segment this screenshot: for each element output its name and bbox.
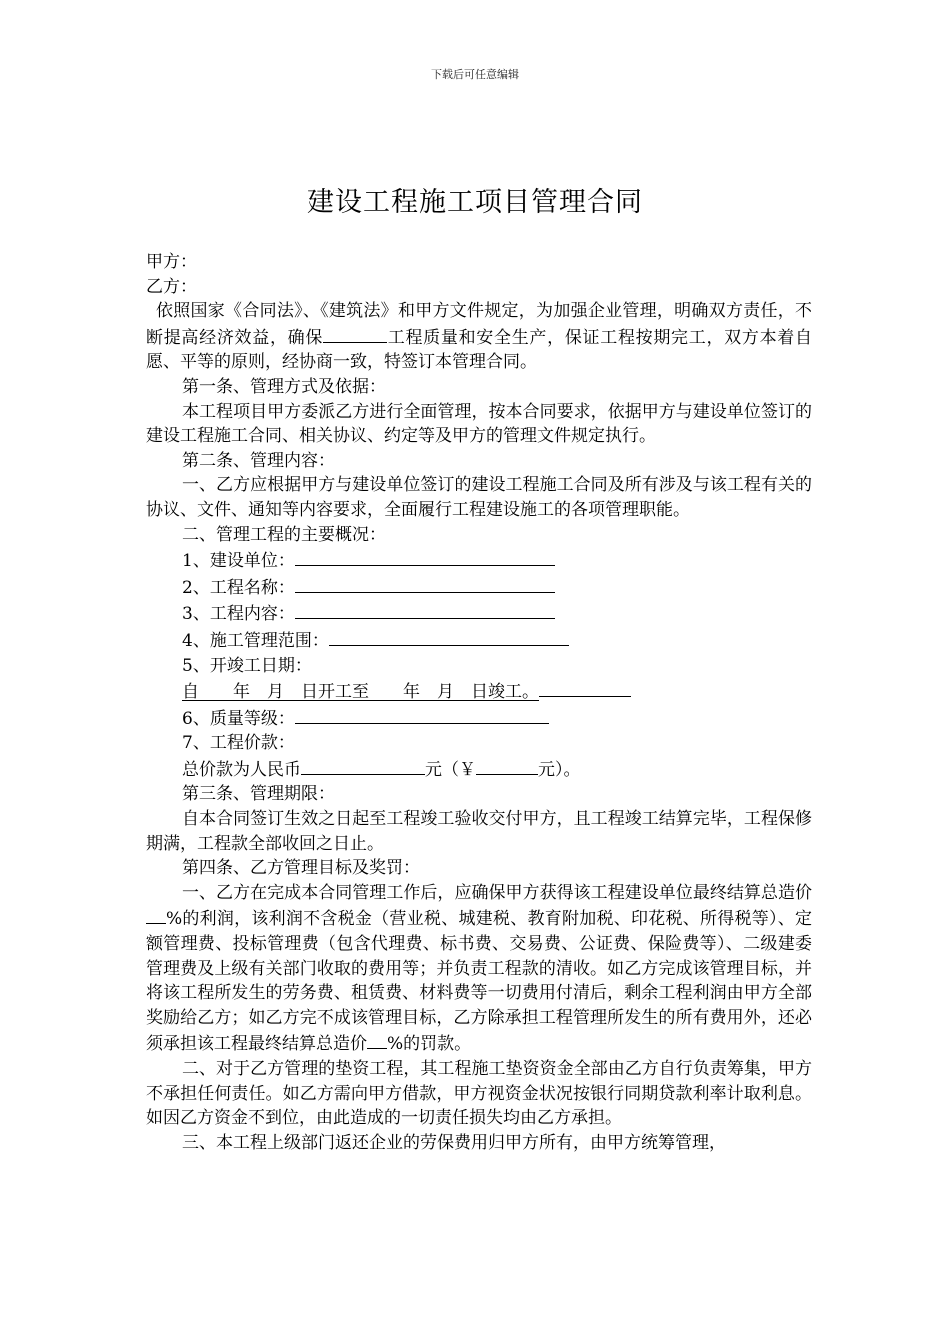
price-line bbox=[146, 756, 812, 783]
price-rmb-blank bbox=[301, 756, 425, 775]
field-construction-unit bbox=[146, 547, 812, 574]
price-text-b: 元（￥ bbox=[425, 759, 476, 780]
contract-body bbox=[146, 250, 812, 1155]
dates-line bbox=[146, 678, 812, 705]
field-label: 3、工程内容： bbox=[182, 604, 295, 625]
price-yen-blank bbox=[476, 756, 538, 775]
article3-text: 自本合同签订生效之日起至工程竣工验收交付甲方，且工程竣工结算完毕，工程保修期满，工程款全部收回之日止。 bbox=[146, 809, 812, 854]
field-blank bbox=[295, 600, 555, 619]
article4-item1-text-b: %的利润，该利润不含税金（营业税、城建税、教育附加税、印花税、所得税等）、定额管理费、投标管理费（包含代理费、标书费、交易费、公证费、保险费等）、二级建委管理费及上级有关部门收取的费用等；并负责工程款的清收。如乙方完成该管理目标，并将该工程所发生的劳务费、租赁费、材料费等一切费用付清后，剩余工程利润由甲方全部奖励给乙方；如乙方完不成该管理目标，乙方除承担工程管理所发生的所有费用外，还必须承担该工程最终结算总造价 bbox=[146, 909, 812, 1055]
article1-heading: 第一条、管理方式及依据： bbox=[182, 376, 386, 397]
field-label: 2、工程名称： bbox=[182, 577, 295, 598]
page-header-note: 下载后可任意编辑 bbox=[431, 68, 519, 81]
article3-heading: 第三条、管理期限： bbox=[182, 784, 335, 805]
article2-heading: 第二条、管理内容： bbox=[182, 450, 335, 471]
field-blank bbox=[329, 627, 569, 646]
field-label: 4、施工管理范围： bbox=[182, 630, 329, 651]
price-text-a: 总价款为人民币 bbox=[182, 759, 301, 780]
field-management-scope bbox=[146, 627, 812, 654]
article4-item1-text-a: 一、乙方在完成本合同管理工作后，应确保甲方获得该工程建设单位最终结算总造价 bbox=[182, 882, 812, 903]
field-blank bbox=[295, 705, 549, 724]
percent-blank bbox=[146, 905, 166, 924]
article4-item3: 三、本工程上级部门返还企业的劳保费用归甲方所有，由甲方统筹管理， bbox=[182, 1132, 726, 1153]
field-project-price: 7、工程价款： bbox=[182, 733, 295, 754]
field-blank bbox=[295, 547, 555, 566]
article4-item2: 二、对于乙方管理的垫资工程，其工程施工垫资资金全部由乙方自行负责筹集，甲方不承担任何责任。如乙方需向甲方借款，甲方视资金状况按银行同期贷款利率计取利息。如因乙方资金不到位，由此造成的一切责任损失均由乙方承担。 bbox=[146, 1059, 812, 1129]
percent-blank bbox=[367, 1030, 387, 1049]
article2-item2-heading: 二、管理工程的主要概况： bbox=[182, 524, 386, 545]
article1-text: 本工程项目甲方委派乙方进行全面管理，按本合同要求，依据甲方与建设单位签订的建设工程施工合同、相关协议、约定等及甲方的管理文件规定执行。 bbox=[146, 401, 812, 447]
party-a-label: 甲方： bbox=[146, 252, 197, 272]
field-blank bbox=[295, 574, 555, 593]
dates-text: 自 年 月 日开工至 年 月 日竣工。 bbox=[182, 682, 539, 703]
price-text-c: 元）。 bbox=[538, 759, 581, 780]
field-label: 6、质量等级： bbox=[182, 708, 295, 729]
article4-heading: 第四条、乙方管理目标及奖罚： bbox=[182, 858, 420, 879]
project-name-blank bbox=[323, 324, 387, 343]
article2-item1: 一、乙方应根据甲方与建设单位签订的建设工程施工合同及所有涉及与该工程有关的协议、文件、通知等内容要求，全面履行工程建设施工的各项管理职能。 bbox=[146, 475, 812, 520]
field-start-end-date: 5、开竣工日期： bbox=[182, 655, 312, 676]
field-quality-grade bbox=[146, 705, 812, 732]
intro-text-2: 工程质量和安全生产，保证工程按期完工，双方本着自愿、平等的原则，经协商一致，特签订本管理合同。 bbox=[146, 327, 813, 373]
article4-item1 bbox=[146, 881, 812, 1057]
field-project-name bbox=[146, 574, 812, 601]
party-b-label: 乙方： bbox=[146, 276, 197, 297]
field-label: 1、建设单位： bbox=[182, 551, 295, 572]
article4-item1-text-c: %的罚款。 bbox=[387, 1034, 472, 1055]
dates-blank bbox=[539, 678, 631, 697]
intro-text-1: 依照国家《合同法》、《建筑法》和甲方文件规定，为加强企业管理，明确双方责任，不断提高经济效益，确保 bbox=[146, 301, 812, 348]
document-title: 建设工程施工项目管理合同 bbox=[307, 187, 643, 218]
field-project-content bbox=[146, 600, 812, 627]
intro-paragraph bbox=[146, 299, 812, 375]
